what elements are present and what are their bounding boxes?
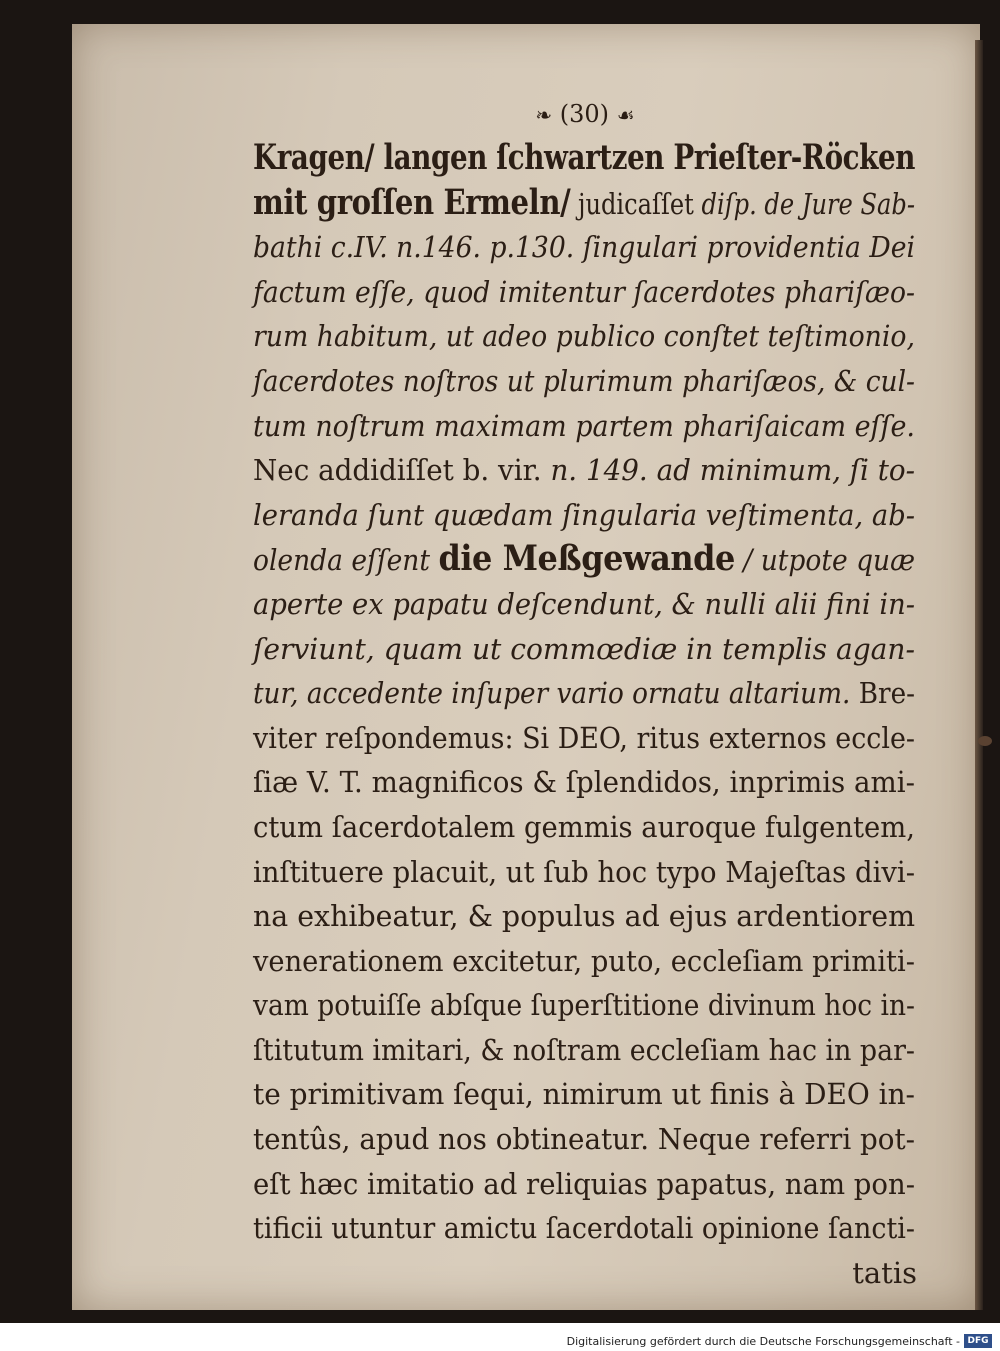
text-line	[253, 939, 923, 984]
text-line	[253, 270, 923, 315]
text-span: rum habitum, ut adeo publico conſtet teſtimonio,	[253, 319, 915, 354]
text-line	[253, 716, 923, 761]
text-span: eſt hæc imitatio ad reliquias papatus, nam pon-	[253, 1166, 915, 1201]
text-span: viter reſpondemus: Si DEO, ritus externos eccle-	[253, 720, 915, 755]
text-span: tatis	[852, 1255, 917, 1290]
text-line	[253, 1072, 923, 1117]
text-line	[253, 493, 923, 538]
text-span: tum noſtrum maximam partem phariſaicam eſſe.	[253, 408, 915, 443]
dfg-logo: DFG	[964, 1334, 992, 1348]
text-span: factum eſſe, quod imitentur ſacerdotes phariſæo-	[253, 274, 915, 309]
text-span: ctum ſacerdotalem gemmis auroque fulgentem,	[253, 809, 915, 844]
text-line	[253, 537, 923, 582]
text-line	[253, 225, 923, 270]
text-span: die Meßgewande	[438, 538, 735, 580]
text-span: te primitivam ſequi, nimirum ut finis à DEO in-	[253, 1077, 915, 1112]
text-span: na exhibeatur, & populus ad ejus ardentiorem	[253, 899, 915, 934]
right-ornament-icon: ☙	[616, 103, 635, 127]
text-line	[253, 314, 923, 359]
text-span: mit groſſen Ermeln/	[253, 181, 571, 223]
text-span: Kragen/ langen ſchwartzen Prieſter-Röcken	[253, 137, 915, 178]
page-header	[500, 100, 670, 136]
text-line	[253, 627, 923, 672]
page-edge	[975, 40, 983, 1310]
text-line	[253, 983, 923, 1028]
text-span: venerationem excitetur, puto, eccleſiam primiti-	[253, 943, 915, 978]
ink-blot	[978, 736, 992, 746]
text-line	[253, 1251, 923, 1296]
text-line	[253, 850, 923, 895]
text-line	[253, 805, 923, 850]
page-number: (30)	[559, 100, 610, 128]
text-span: ſiæ V. T. magnificos & ſplendidos, inprimis ami-	[253, 765, 915, 800]
text-span: aperte ex papatu deſcendunt, & nulli alii fini in-	[253, 586, 915, 621]
body-text	[253, 136, 923, 1295]
text-span: olenda eſſent	[253, 543, 439, 578]
text-span: ſtitutum imitari, & noſtram eccleſiam hac in par-	[253, 1032, 915, 1067]
text-span: leranda ſunt quædam ſingularia veſtimenta, ab-	[253, 497, 915, 532]
text-line	[253, 181, 923, 226]
text-span: vam potuiſſe abſque ſuperſtitione divinum hoc in-	[253, 988, 915, 1023]
text-line	[253, 359, 923, 404]
footer-credit: Digitalisierung gefördert durch die Deutsche Forschungsgemeinschaft -	[566, 1335, 960, 1348]
text-span: inſtituere placuit, ut ſub hoc typo Majeſtas divi-	[253, 854, 915, 889]
text-line	[253, 894, 923, 939]
text-span: bathi c.IV. n.146. p.130. ſingulari providentia Dei	[253, 230, 915, 265]
text-span: tificii utuntur amictu ſacerdotali opinione ſancti-	[253, 1211, 915, 1246]
text-span: ſerviunt, quam ut commœdiæ in templis agan-	[253, 631, 915, 666]
text-line	[253, 1162, 923, 1207]
text-line	[253, 582, 923, 627]
text-line	[253, 1206, 923, 1251]
text-span: diſp. de Jure Sab-	[701, 186, 915, 221]
text-line	[253, 671, 923, 716]
text-line	[253, 760, 923, 805]
text-span: judicaſſet	[570, 186, 702, 221]
text-span: tentûs, apud nos obtineatur. Neque referri pot-	[253, 1122, 915, 1157]
text-line	[253, 448, 923, 493]
text-span: n. 149. ad minimum, ſi to-	[550, 453, 915, 488]
text-span: Nec addidiſſet b. vir.	[253, 453, 551, 488]
text-span: / utpote quæ	[734, 543, 915, 578]
text-line	[253, 1028, 923, 1073]
text-span: ſacerdotes noſtros ut plurimum phariſæos, & cul-	[253, 363, 915, 398]
text-span: Bre-	[850, 676, 915, 711]
left-ornament-icon: ❧	[535, 103, 553, 127]
text-line	[253, 136, 923, 181]
text-line	[253, 1117, 923, 1162]
text-line	[253, 404, 923, 449]
text-span: tur, accedente inſuper vario ornatu altarium.	[253, 676, 851, 711]
